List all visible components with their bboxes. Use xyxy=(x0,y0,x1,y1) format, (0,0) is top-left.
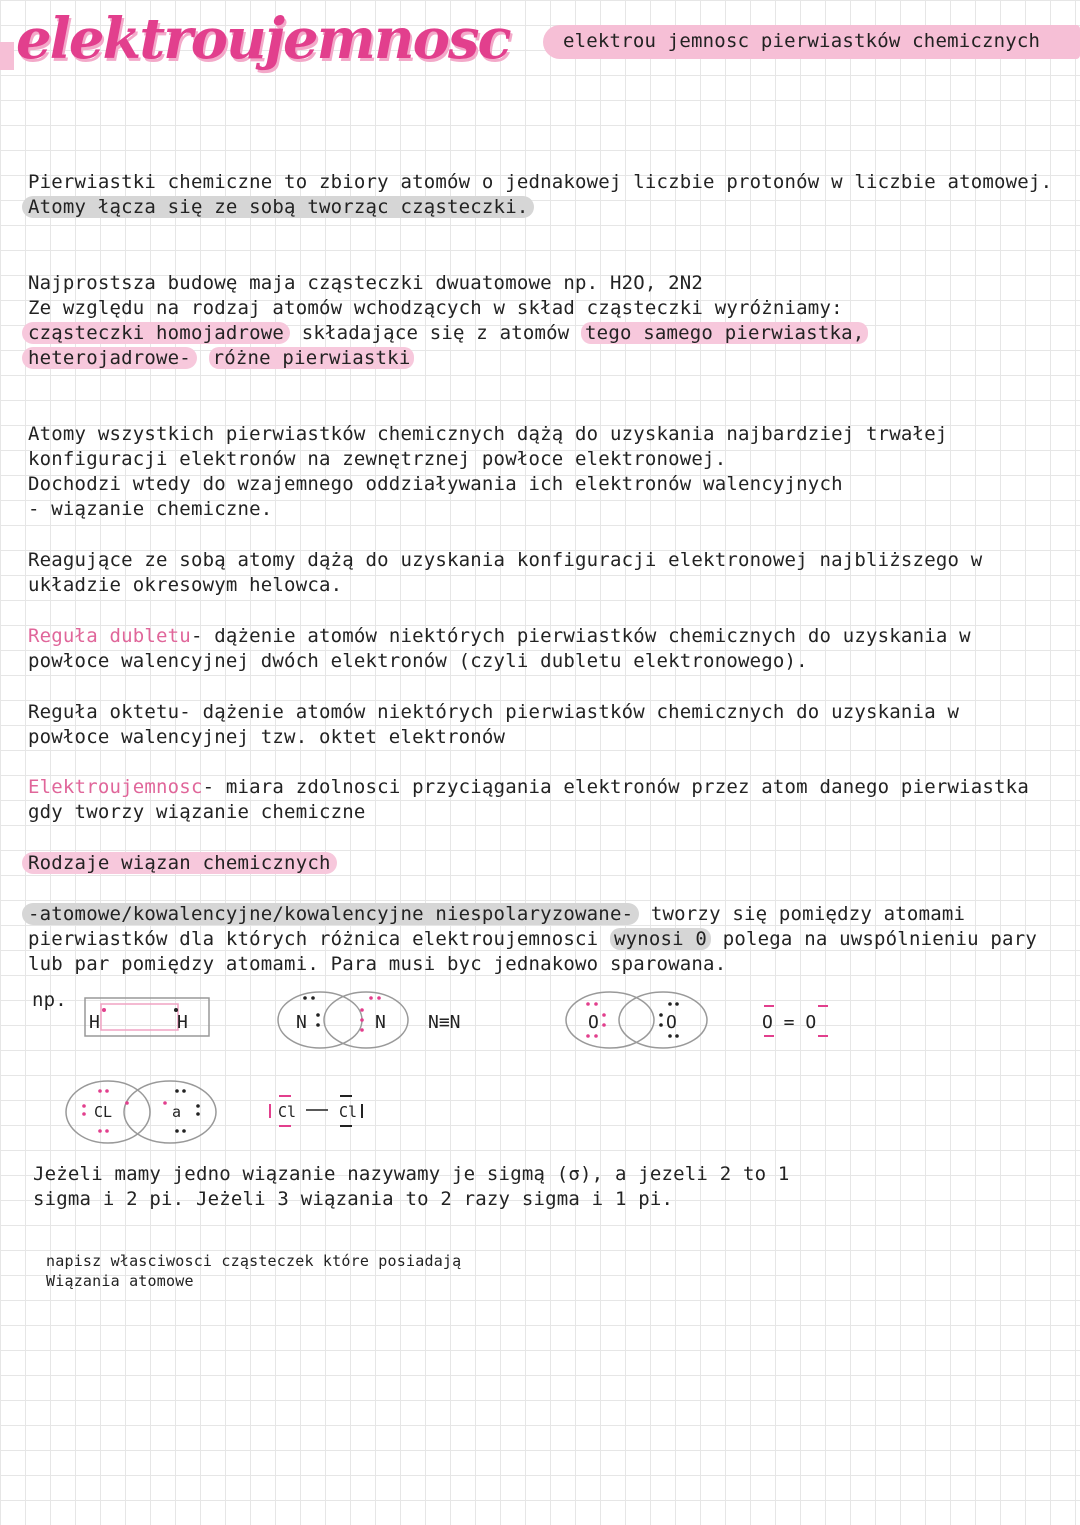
o2-electron xyxy=(594,1002,598,1006)
cl2-atom-right: a xyxy=(172,1103,182,1121)
rodzaje-heading-wrap xyxy=(28,851,337,876)
o2-electron xyxy=(659,1013,663,1017)
n2-electron xyxy=(360,1028,364,1032)
cl2-electron xyxy=(175,1129,179,1133)
cl2-electron xyxy=(105,1129,109,1133)
n2-circle-right xyxy=(324,992,408,1048)
cl2-electron xyxy=(98,1089,102,1093)
elektro-def1: - miara zdolnosci przyciągania elektronów przez atom danego pierwiastka xyxy=(202,776,1029,798)
cl2-electron xyxy=(82,1104,86,1108)
h2-atom-left: H xyxy=(89,1012,100,1033)
atomowe-line1 xyxy=(28,902,965,927)
o2-electron xyxy=(675,1034,679,1038)
cl2-electron xyxy=(98,1129,102,1133)
rodzaje-heading: Rodzaje wiązan chemicznych xyxy=(22,852,337,874)
p3-line4: - wiązanie chemiczne. xyxy=(28,498,273,520)
elektro-term: Elektroujemnosc xyxy=(28,776,203,798)
cl2-atom-left: CL xyxy=(94,1103,113,1121)
h2-atom-right: H xyxy=(177,1012,188,1033)
p4-line2: układzie okresowym helowca. xyxy=(28,574,343,596)
cl2-electron xyxy=(105,1089,109,1093)
n2-circle-left xyxy=(278,992,362,1048)
cl-left-symbol: Cl xyxy=(278,1103,297,1121)
cl2-electron xyxy=(163,1101,167,1105)
oktet-line1: Reguła oktetu- dążenie atomów niektórych pierwiastków chemicznych do uzyskania w xyxy=(28,701,960,723)
cl2-electron xyxy=(196,1112,200,1116)
h2-inner-box xyxy=(101,1004,178,1030)
o2-atom-left: O xyxy=(588,1012,599,1033)
cl2-electron xyxy=(182,1129,186,1133)
n2-triple-bond: N≡N xyxy=(428,1012,461,1033)
elektro-line1 xyxy=(28,775,1029,800)
homo-highlight: tego samego pierwiastka, xyxy=(581,322,868,344)
cl2-electron xyxy=(196,1104,200,1108)
elektro-line2: gdy tworzy wiązanie chemiczne xyxy=(28,801,366,823)
n2-electron xyxy=(369,996,373,1000)
o2-electron xyxy=(668,1002,672,1006)
hetero-term: heterojadrowe- xyxy=(22,347,197,369)
o2-electron xyxy=(675,1002,679,1006)
h2-diagram xyxy=(85,998,209,1036)
o2-electron xyxy=(586,1034,590,1038)
o2-circle-left xyxy=(566,992,654,1048)
cl2-electron xyxy=(82,1112,86,1116)
o2-electron xyxy=(668,1034,672,1038)
note-line2: Wiązania atomowe xyxy=(46,1272,194,1290)
cl2-electron xyxy=(175,1089,179,1093)
n2-electron xyxy=(377,996,381,1000)
dublet-line1 xyxy=(28,624,971,649)
cl-right-symbol: Cl xyxy=(339,1103,358,1121)
o2-diagram xyxy=(566,992,707,1048)
cl2-electron xyxy=(182,1089,186,1093)
p3-line1: Atomy wszystkich pierwiastków chemicznych dążą do uzyskania najbardziej trwałej xyxy=(28,423,948,445)
dublet-line2: powłoce walencyjnej dwóch elektronów (czyli dubletu elektronowego). xyxy=(28,650,808,672)
atomowe-term: -atomowe/kowalencyjne/kowalencyjne niespolaryzowane- xyxy=(22,903,639,925)
p1-line1: Pierwiastki chemiczne to zbiory atomów o jednakowej liczbie protonów w liczbie atomowej. xyxy=(28,171,1053,193)
dublet-term: Reguła dubletu xyxy=(28,625,191,647)
o2-electron xyxy=(659,1023,663,1027)
n2-electron xyxy=(316,1023,320,1027)
n2-diagram xyxy=(278,992,408,1048)
o2-electron xyxy=(586,1002,590,1006)
cl2-circle-right xyxy=(124,1081,216,1143)
atomowe-rest1: tworzy się pomiędzy atomami xyxy=(639,903,966,925)
o2-electron xyxy=(602,1023,606,1027)
p3-line3: Dochodzi wtedy do wzajemnego oddziaływania ich elektronów walencyjnych xyxy=(28,473,843,495)
n2-electron xyxy=(311,996,315,1000)
h2-electron xyxy=(102,1008,106,1012)
n2-atom-left: N xyxy=(296,1012,307,1033)
n2-electron xyxy=(360,1018,364,1022)
dublet-def1: - dążenie atomów niektórych pierwiastków chemicznych do uzyskania w xyxy=(190,625,971,647)
p4-line1: Reagujące ze sobą atomy dążą do uzyskania konfiguracji elektronowej najbliższego w xyxy=(28,549,983,571)
atomowe-line2a: pierwiastków dla których różnica elektroujemnosci xyxy=(28,928,610,950)
p3-line2: konfiguracji elektronów na zewnętrznej powłoce elektronowej. xyxy=(28,448,727,470)
o2-atom-right: O xyxy=(666,1012,677,1033)
o2-electron xyxy=(594,1034,598,1038)
sigma-line2: sigma i 2 pi. Jeżeli 3 wiązania to 2 razy sigma i 1 pi. xyxy=(33,1188,674,1210)
p1-line2 xyxy=(28,195,534,220)
homo-term: cząsteczki homojadrowe xyxy=(22,322,290,344)
cl2-diagram xyxy=(66,1081,216,1143)
homo-rest: składające się z atomów xyxy=(290,322,582,344)
o2-lewis xyxy=(762,1006,828,1036)
p2-line1: Najprostsza budowę maja cząsteczki dwuatomowe np. H2O, 2N2 xyxy=(28,272,704,294)
atomowe-line2-highlight: wynosi 0 xyxy=(610,928,711,950)
left-accent-bar xyxy=(0,42,14,70)
atomowe-line2 xyxy=(28,927,1037,952)
oktet-line2: powłoce walencyjnej tzw. oktet elektronów xyxy=(28,726,506,748)
cl2-lewis xyxy=(270,1096,362,1126)
n2-atom-right: N xyxy=(375,1012,386,1033)
note-line1: napisz własciwosci cząsteczek które posiadają xyxy=(46,1252,462,1270)
header-subtitle: elektrou jemnosc pierwiastków chemicznych xyxy=(563,30,1041,52)
cl2-electron xyxy=(125,1101,129,1105)
o2-circle-right xyxy=(619,992,707,1048)
atomowe-line2b: polega na uwspólnieniu pary xyxy=(711,928,1037,950)
p2-line3 xyxy=(28,321,868,346)
n2-electron xyxy=(316,1013,320,1017)
np-label: np. xyxy=(32,989,67,1011)
p2-line4 xyxy=(28,346,414,371)
h2-electron xyxy=(174,1008,178,1012)
n2-electron xyxy=(360,1008,364,1012)
n2-electron xyxy=(303,996,307,1000)
hetero-highlight: różne pierwiastki xyxy=(209,347,415,369)
o2-electron xyxy=(602,1013,606,1017)
p2-line2: Ze względu na rodzaj atomów wchodzących w skład cząsteczki wyróżniamy: xyxy=(28,297,843,319)
o2-lewis-formula: O = O xyxy=(762,1012,817,1033)
sigma-line1: Jeżeli mamy jedno wiązanie nazywamy je sigmą (σ), a jezeli 2 to 1 xyxy=(33,1163,790,1185)
p1-line2-text: Atomy łącza się ze sobą tworząc cząsteczki. xyxy=(22,196,534,218)
examples-diagram xyxy=(0,980,1080,1150)
page-title: elektroujemnosc xyxy=(16,6,510,72)
atomowe-line3: lub par pomiędzy atomami. Para musi byc jednakowo sparowana. xyxy=(28,953,727,975)
